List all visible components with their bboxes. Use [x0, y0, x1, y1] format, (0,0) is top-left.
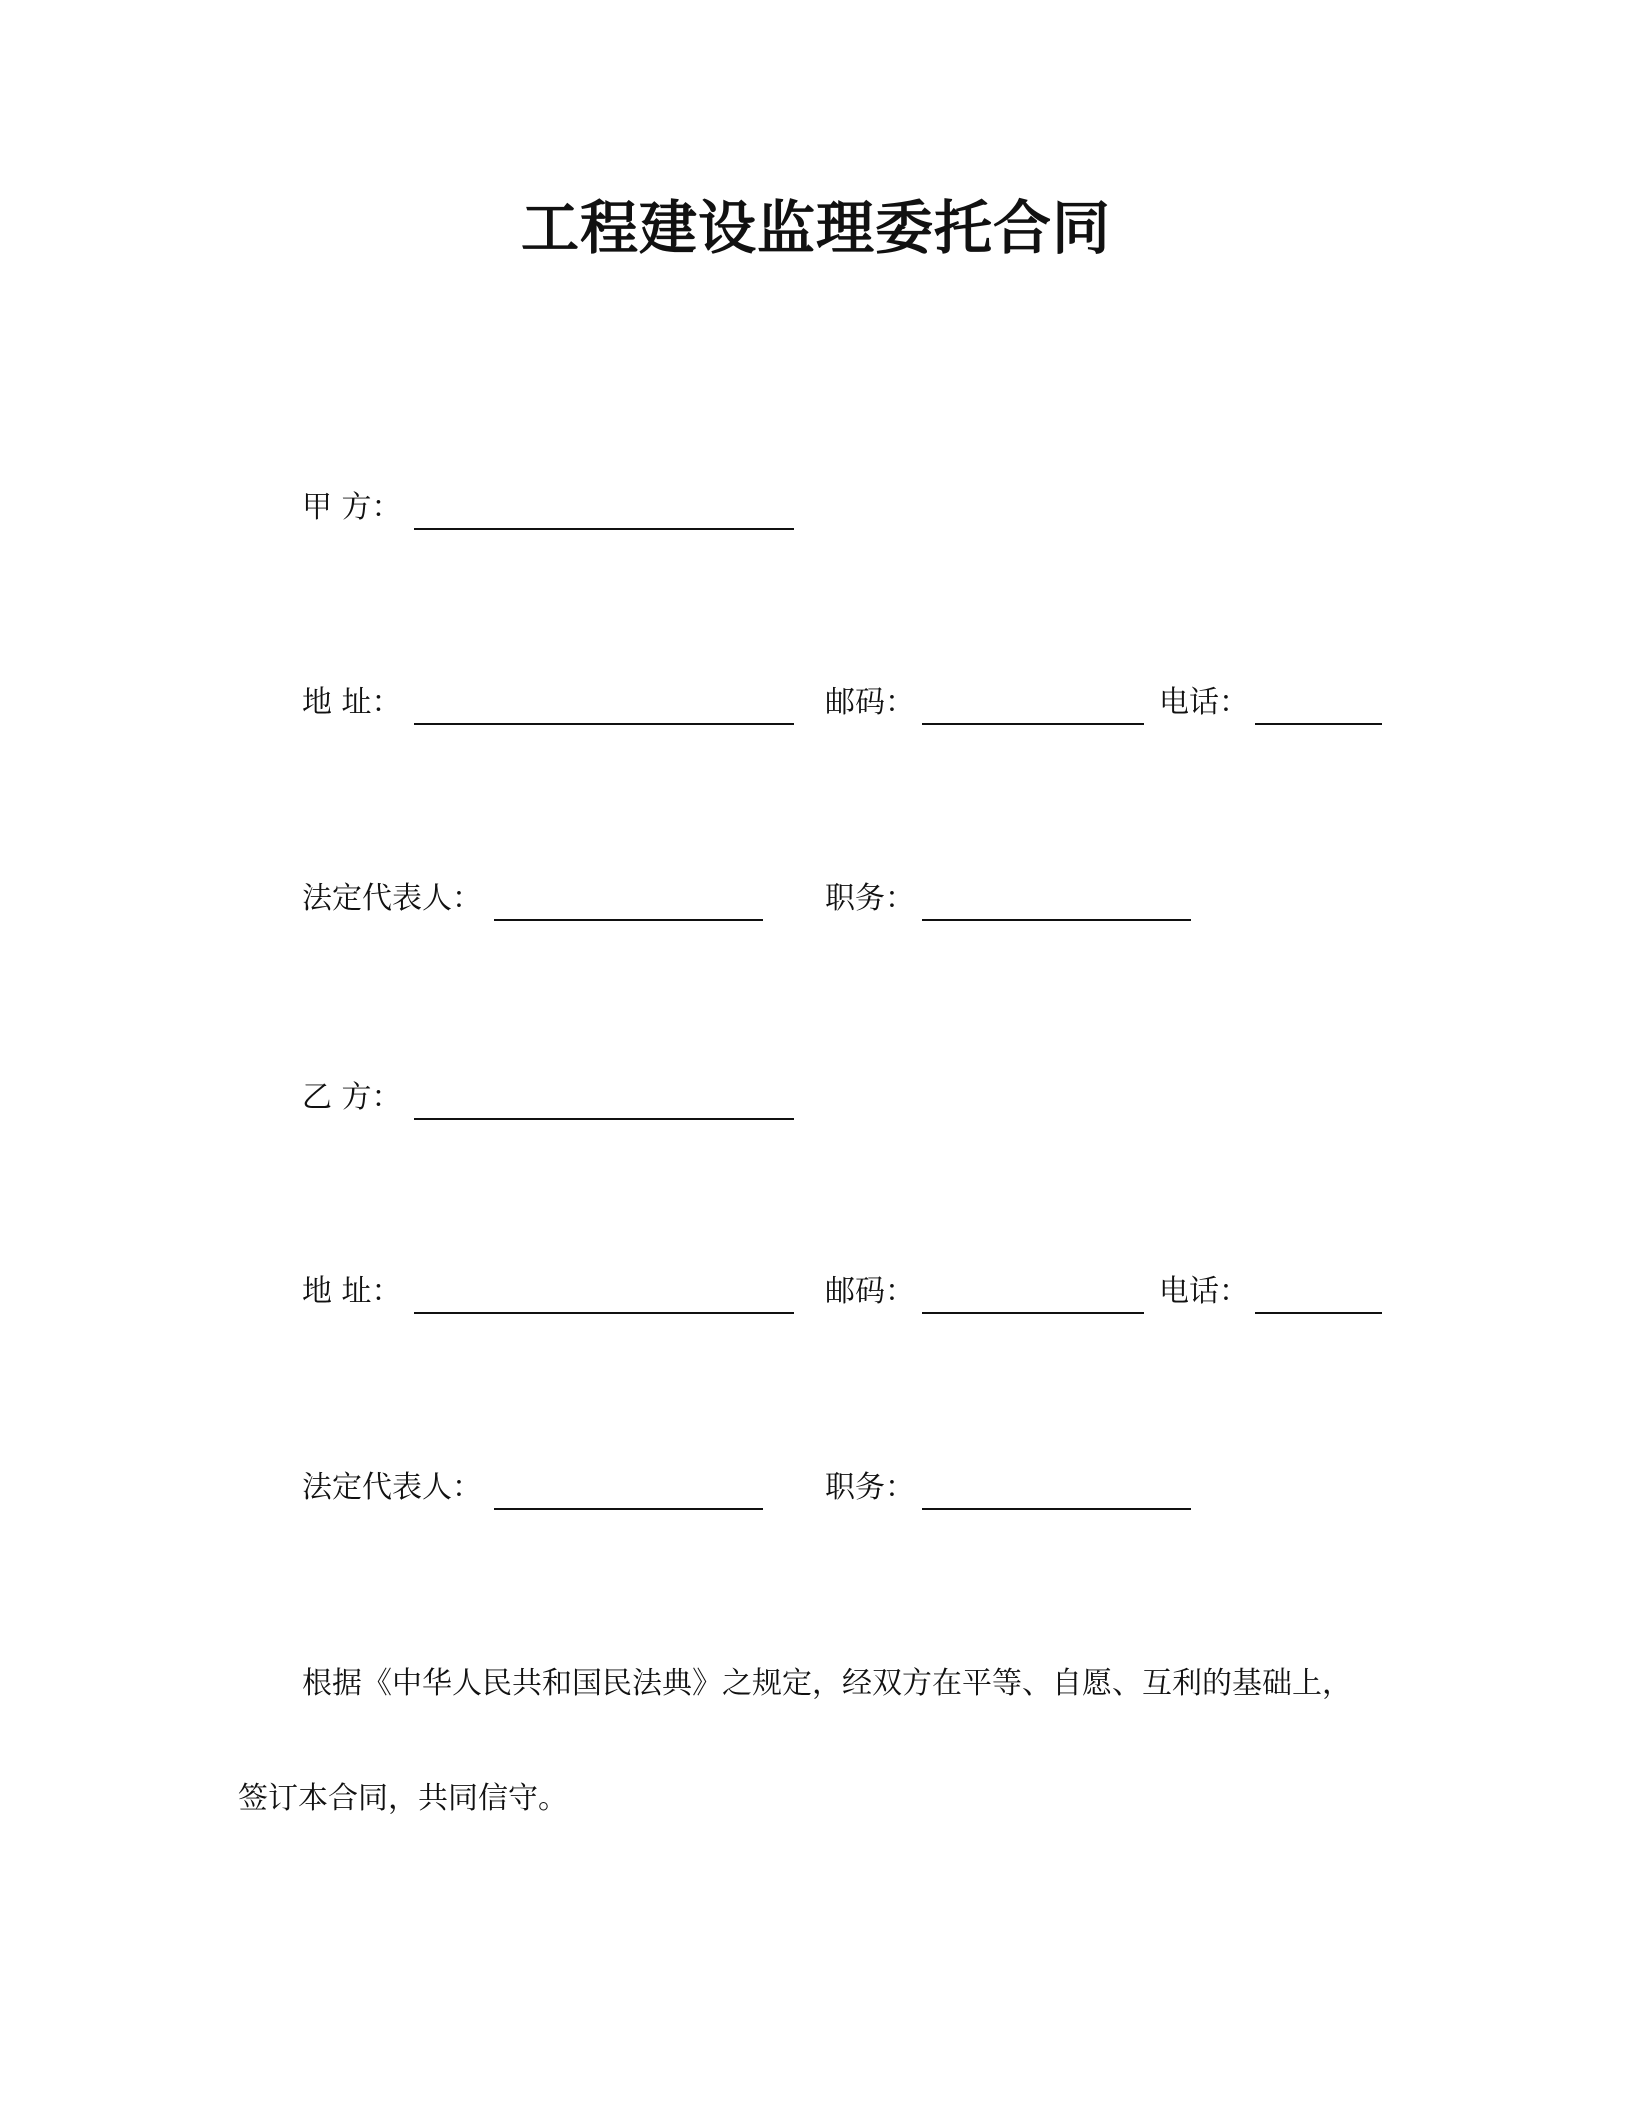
party-b-rep-row [0, 1468, 1632, 1528]
party-a-name-row [0, 488, 1632, 548]
party-a-rep-label: 法定代表人： [302, 881, 482, 916]
party-b-address-row [0, 1272, 1632, 1332]
party-a-postcode-label: 邮码： [825, 685, 915, 720]
party-b-address-label: 地 址： [302, 1274, 402, 1309]
preamble-line-2: 签订本合同，共同信守。 [238, 1781, 568, 1816]
document-title: 工程建设监理委托合同 [520, 194, 1111, 262]
party-b-position-label: 职务： [825, 1470, 915, 1505]
party-a-rep-row [0, 879, 1632, 939]
party-a-address-field[interactable] [414, 723, 794, 725]
party-b-phone-label: 电话： [1159, 1274, 1249, 1309]
party-b-postcode-field[interactable] [922, 1312, 1144, 1314]
party-b-rep-field[interactable] [494, 1508, 763, 1510]
party-a-name-field[interactable] [414, 528, 794, 530]
party-a-phone-label: 电话： [1159, 685, 1249, 720]
party-a-address-row [0, 683, 1632, 743]
party-a-rep-field[interactable] [494, 919, 763, 921]
party-b-name-label: 乙 方： [302, 1080, 402, 1115]
party-a-name-label: 甲 方： [302, 490, 402, 525]
party-a-phone-field[interactable] [1255, 723, 1382, 725]
party-b-rep-label: 法定代表人： [302, 1470, 482, 1505]
party-b-phone-field[interactable] [1255, 1312, 1382, 1314]
party-b-name-field[interactable] [414, 1118, 794, 1120]
party-b-name-row [0, 1078, 1632, 1138]
party-b-postcode-label: 邮码： [825, 1274, 915, 1309]
party-a-address-label: 地 址： [302, 685, 402, 720]
party-a-position-field[interactable] [922, 919, 1191, 921]
party-a-position-label: 职务： [825, 881, 915, 916]
party-b-position-field[interactable] [922, 1508, 1191, 1510]
party-b-address-field[interactable] [414, 1312, 794, 1314]
party-a-postcode-field[interactable] [922, 723, 1144, 725]
preamble-line-1: 根据《中华人民共和国民法典》之规定，经双方在平等、自愿、互利的基础上， [302, 1666, 1352, 1701]
